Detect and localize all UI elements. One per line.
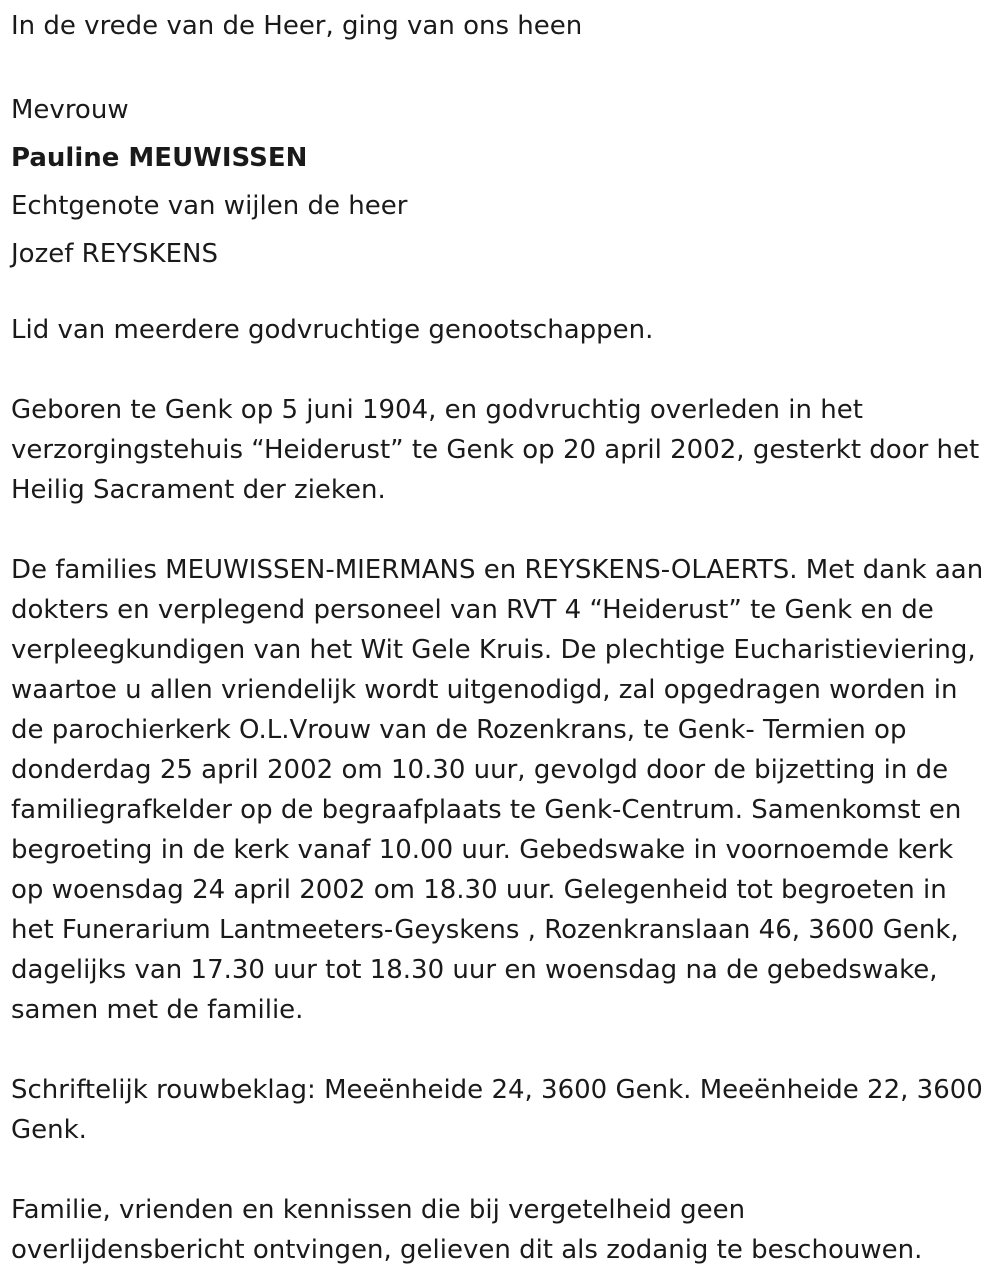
deceased-name: Pauline MEUWISSEN (11, 143, 308, 173)
closing-paragraph: Familie, vrienden en kennissen die bij vergetelheid geen overlijdensbericht ontvingen, gelieven dit als zodanig te beschouwen. (11, 1195, 923, 1265)
birth-death-paragraph: Geboren te Genk op 5 juni 1904, en godvruchtig overleden in het verzorgingstehuis “Heiderust” te Genk op 20 april 2002, gesterkt door het Heilig Sacrament der zieken. (11, 395, 980, 505)
salutation: Mevrouw (11, 95, 129, 125)
intro-line: In de vrede van de Heer, ging van ons heen (11, 11, 583, 41)
deceased-block (11, 86, 986, 278)
condolences-paragraph: Schriftelijk rouwbeklag: Meeënheide 24, 3600 Genk. Meeënheide 22, 3600 Genk. (11, 1075, 983, 1145)
families-service-paragraph: De families MEUWISSEN-MIERMANS en REYSKENS-OLAERTS. Met dank aan dokters en verplegend personeel van RVT 4 “Heiderust” te Genk en de verpleegkundigen van het Wit Gele Kruis. De plechtige Eucharistieviering, waartoe u allen vriendelijk wordt uitgenodigd, zal opgedragen worden in de parochierkerk O.L.Vrouw van de Rozenkrans, te Genk- Termien op donderdag 25 april 2002 om 10.30 uur, gevolgd door de bijzetting in de familiegrafkelder op de begraafplaats te Genk-Centrum. Samenkomst en begroeting in de kerk vanaf 10.00 uur. Gebedswake in voornoemde kerk op woensdag 24 april 2002 om 18.30 uur. Gelegenheid tot begroeten in het Funerarium Lantmeeters-Geyskens , Rozenkranslaan 46, 3600 Genk, dagelijks van 17.30 uur tot 18.30 uur en woensdag na de gebedswake, samen met de familie. (11, 555, 984, 1025)
death-notice (11, 6, 986, 1270)
relation-line: Echtgenote van wijlen de heer (11, 191, 408, 221)
membership-paragraph: Lid van meerdere godvruchtige genootschappen. (11, 315, 654, 345)
spouse-name: Jozef REYSKENS (11, 239, 218, 269)
